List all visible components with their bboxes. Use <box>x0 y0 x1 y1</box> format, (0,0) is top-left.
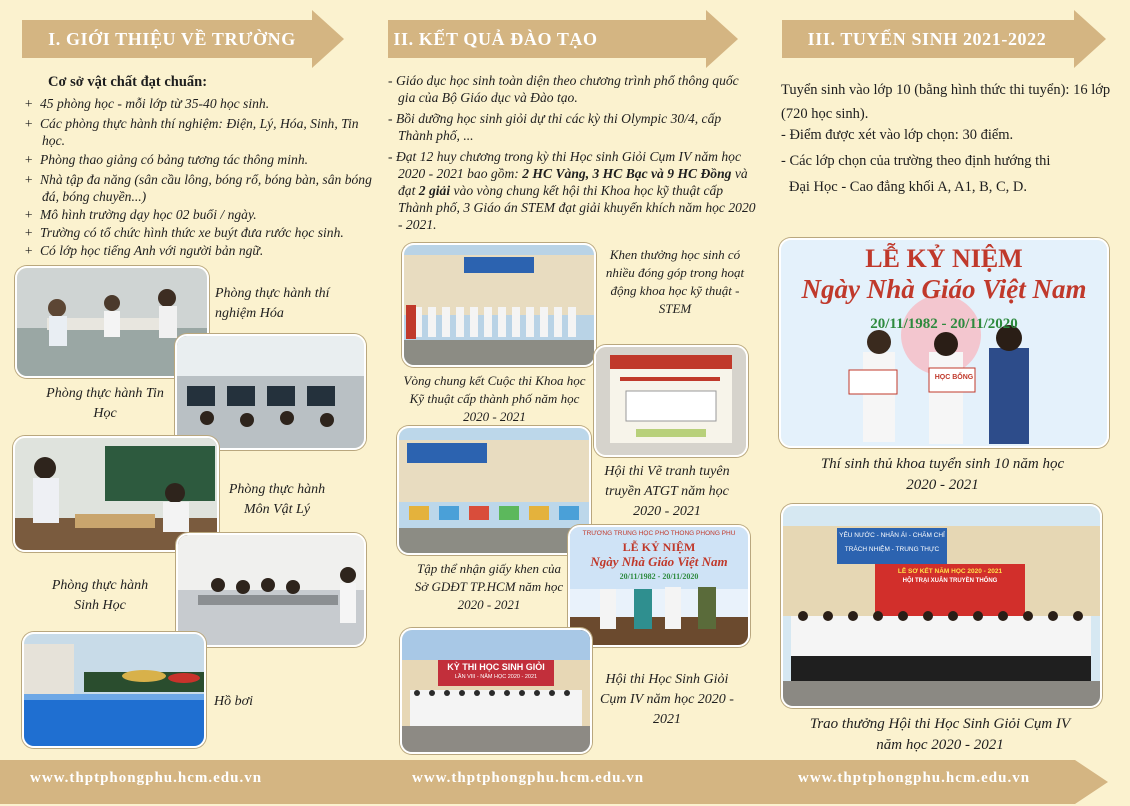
banner-award-2: HỘI TRẠI XUÂN TRUYỀN THỐNG <box>902 578 998 584</box>
caption-hsg-award: Trao thưởng Hội thi Học Sinh Giỏi Cụm IV năm học 2020 - 2021 <box>809 716 1071 753</box>
caption-swimming-pool: Hồ bơi <box>214 694 253 709</box>
banner-hsg-sub: LẦN VIII - NĂM HỌC 2020 - 2021 <box>454 674 538 680</box>
result-item: - Giáo dục học sinh toàn diện theo chương trình phổ thông quốc gia của Bộ Giáo dục và Đào tạo. <box>388 73 739 105</box>
banner-school-name: TRƯỜNG TRUNG HỌC PHỔ THÔNG PHONG PHÚ <box>582 530 736 537</box>
intro-heading: Cơ sở vật chất đạt chuẩn: <box>48 74 208 90</box>
caption-hsg-contest: Hội thi Học Sinh Giỏi Cụm IV năm học 2020 - 2021 <box>600 672 734 727</box>
intro-item: + Nhà tập đa năng (sân cầu lông, bóng rổ, bóng bàn, sân bóng đá, bóng chuyền...) <box>24 172 372 204</box>
banner-anniversary: LỄ KỶ NIỆM <box>865 244 1023 273</box>
footer-url-right[interactable]: www.thptphongphu.hcm.edu.vn <box>798 770 1031 786</box>
footer-url-center[interactable]: www.thptphongphu.hcm.edu.vn <box>412 770 645 786</box>
photo-stem-award <box>402 243 596 367</box>
banner-teachers-day: Ngày Nhà Giáo Việt Nam <box>801 274 1087 304</box>
intro-item: + Phòng thao giảng có bảng tương tác thông minh. <box>24 152 309 167</box>
banner-motto-1: YÊU NƯỚC - NHÂN ÁI - CHĂM CHỈ <box>839 532 945 539</box>
photo-drawing-contest <box>397 426 591 555</box>
caption-science-final: Vòng chung kết Cuộc thi Khoa học Kỹ thuật cấp thành phố năm học 2020 - 2021 <box>403 373 586 424</box>
section-title-admission: III. TUYỂN SINH 2021-2022 <box>807 29 1047 49</box>
admission-line2: - Điểm được xét vào lớp chọn: 30 điểm. <box>781 127 1014 143</box>
caption-drawing-contest: Hội thi Vẽ tranh tuyên truyền ATGT năm học 2020 - 2021 <box>604 464 730 519</box>
result-item: - Đạt 12 huy chương trong kỳ thi Học sinh Giỏi Cụm IV năm học 2020 - 2021 bao gồm: 2 HC Vàng, 3 HC Bạc và 9 HC Đồng và đạt 2 giải vào vòng chung kết hội thi Khoa học kỹ thuật cấp Thành phố, 3 Giáo án STEM đạt giải khuyến khích năm học 2020 - 2021. <box>388 149 756 232</box>
photo-valedictorian <box>779 238 1109 448</box>
intro-item: + Mô hình trường dạy học 02 buổi / ngày. <box>24 207 257 222</box>
caption-biology-lab: Phòng thực hành Sinh Học <box>51 578 149 613</box>
photo-biology-lab <box>176 533 366 647</box>
intro-item: + 45 phòng học - mỗi lớp từ 35-40 học sinh. <box>24 96 270 111</box>
section-title-intro: I. GIỚI THIỆU VỀ TRƯỜNG <box>48 29 296 49</box>
photo-swimming-pool <box>22 632 206 748</box>
admission-line4: Đại Học - Cao đẳng khối A, A1, B, C, D. <box>789 179 1028 195</box>
photo-hsg-award <box>781 504 1102 708</box>
banner-award-1: LỄ SƠ KẾT NĂM HỌC 2020 - 2021 <box>897 568 1003 575</box>
footer-url-left[interactable]: www.thptphongphu.hcm.edu.vn <box>30 770 263 786</box>
result-item: - Bồi dưỡng học sinh giỏi dự thi các kỳ thi Olympic 30/4, cấp Thành phố, ... <box>388 111 722 143</box>
scholarship-sign: HỌC BỔNG <box>934 374 974 381</box>
photo-hsg-exam <box>400 628 592 754</box>
banner-date: 20/11/1982 - 20/11/2020 <box>619 572 699 581</box>
admission-line1: Tuyển sinh vào lớp 10 (bằng hình thức thi tuyển): 16 lớp (720 học sinh). <box>781 82 1111 122</box>
section-title-results: II. KẾT QUẢ ĐÀO TẠO <box>393 29 598 49</box>
banner-motto-2: TRÁCH NHIỆM - TRUNG THỰC <box>844 546 940 553</box>
intro-item: + Trường có tổ chức hình thức xe buýt đưa rước học sinh. <box>24 225 344 240</box>
banner-anniversary: LỄ KỶ NIỆM <box>622 540 696 554</box>
banner-date: 20/11/1982 - 20/11/2020 <box>870 316 1018 332</box>
caption-it-lab: Phòng thực hành Tin Học <box>46 386 164 421</box>
photo-it-lab <box>175 334 366 450</box>
section-header-intro <box>22 10 344 68</box>
intro-item: + Các phòng thực hành thí nghiệm: Điện, Lý, Hóa, Sinh, Tin học. <box>24 116 359 148</box>
photo-teachers-day-2020 <box>568 525 750 647</box>
caption-chemistry-lab: Phòng thực hành thí nghiệm Hóa <box>215 286 330 321</box>
section-header-results <box>388 10 738 68</box>
caption-physics-lab: Phòng thực hành Môn Vật Lý <box>228 482 326 517</box>
intro-item: + Có lớp học tiếng Anh với người bản ngữ. <box>24 243 264 258</box>
caption-merit-certificate: Tập thể nhận giấy khen của Sở GDĐT TP.HCM năm học 2020 - 2021 <box>414 561 564 612</box>
admission-line3: - Các lớp chọn của trường theo định hướng thi <box>781 153 1051 169</box>
section-header-admission <box>782 10 1106 68</box>
banner-teachers-day: Ngày Nhà Giáo Việt Nam <box>590 554 728 569</box>
banner-hsg: KỲ THI HỌC SINH GIỎI <box>447 662 545 672</box>
caption-stem-award: Khen thưởng học sinh có nhiều đóng góp trong hoạt động khoa học kỹ thuật - STEM <box>605 247 745 316</box>
photo-science-final <box>594 345 748 457</box>
caption-valedictorian: Thí sinh thủ khoa tuyển sinh 10 năm học 2020 - 2021 <box>820 456 1065 493</box>
